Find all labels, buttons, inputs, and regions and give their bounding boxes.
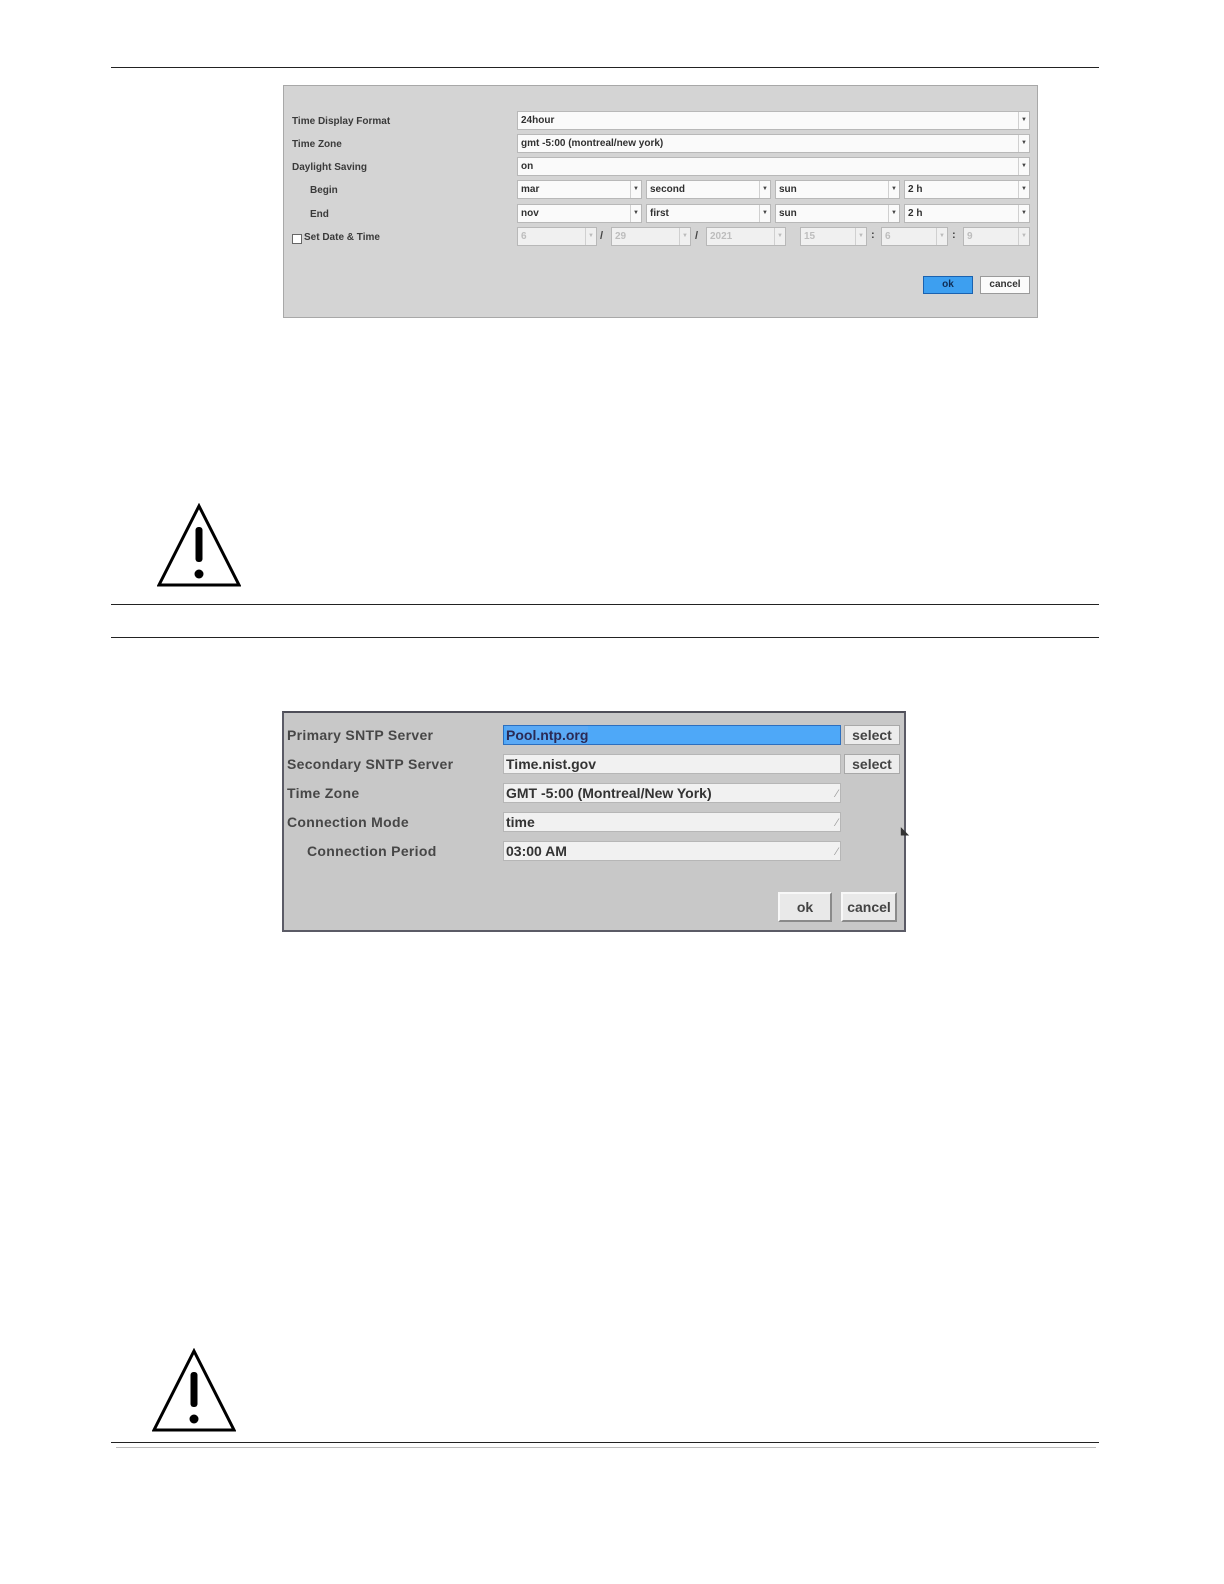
dropdown-value: mar bbox=[521, 184, 540, 195]
secondary-select-button[interactable]: select bbox=[844, 754, 900, 774]
secondary-sntp-input[interactable] bbox=[503, 754, 841, 774]
dropdown-value: 6 bbox=[521, 231, 527, 242]
end-week-dropdown[interactable] bbox=[646, 204, 771, 223]
begin-week-dropdown[interactable] bbox=[646, 180, 771, 199]
field-value: time bbox=[506, 814, 535, 830]
set-year-dropdown[interactable] bbox=[706, 227, 786, 246]
time-zone-dropdown[interactable] bbox=[517, 134, 1030, 153]
bottom-rule-thin bbox=[116, 1447, 1096, 1448]
mouse-cursor-icon: ◣ bbox=[901, 826, 909, 837]
ok-button[interactable]: ok bbox=[923, 276, 973, 294]
dropdown-value: gmt -5:00 (montreal/new york) bbox=[521, 138, 664, 149]
section-rule-1 bbox=[111, 604, 1099, 605]
time-display-format-label: Time Display Format bbox=[292, 116, 391, 127]
field-value: Time.nist.gov bbox=[506, 756, 596, 772]
chevron-down-icon: ▼ bbox=[774, 228, 785, 245]
daylight-saving-dropdown[interactable] bbox=[517, 157, 1030, 176]
resize-grip-icon: ⁄ bbox=[836, 846, 838, 858]
secondary-sntp-label: Secondary SNTP Server bbox=[287, 756, 454, 772]
connection-mode-dropdown[interactable] bbox=[503, 812, 841, 832]
chevron-down-icon: ▼ bbox=[679, 228, 690, 245]
time-display-format-dropdown[interactable] bbox=[517, 111, 1030, 130]
field-value: 03:00 AM bbox=[506, 843, 567, 859]
set-month-dropdown[interactable] bbox=[517, 227, 597, 246]
resize-grip-icon: ⁄ bbox=[836, 817, 838, 829]
connection-period-dropdown[interactable] bbox=[503, 841, 841, 861]
dropdown-value: 6 bbox=[885, 231, 891, 242]
begin-label: Begin bbox=[310, 185, 338, 196]
dropdown-value: 9 bbox=[967, 231, 973, 242]
dropdown-value: 15 bbox=[804, 231, 816, 242]
bottom-rule bbox=[111, 1442, 1099, 1443]
time-separator: : bbox=[871, 229, 875, 241]
primary-sntp-label: Primary SNTP Server bbox=[287, 727, 434, 743]
warning-triangle-icon bbox=[152, 1348, 236, 1432]
chevron-down-icon: ▼ bbox=[1018, 158, 1029, 175]
sntp-settings-dialog bbox=[282, 711, 909, 932]
top-rule bbox=[111, 67, 1099, 68]
time-zone-dropdown[interactable] bbox=[503, 783, 841, 803]
field-value: GMT -5:00 (Montreal/New York) bbox=[506, 785, 712, 801]
chevron-down-icon: ▼ bbox=[1018, 112, 1029, 129]
dropdown-value: second bbox=[650, 184, 686, 195]
end-label: End bbox=[310, 209, 329, 220]
dropdown-value: on bbox=[521, 161, 534, 172]
begin-day-dropdown[interactable] bbox=[775, 180, 900, 199]
warning-triangle-icon bbox=[157, 503, 241, 587]
section-rule-2 bbox=[111, 637, 1099, 638]
set-second-dropdown[interactable] bbox=[963, 227, 1030, 246]
primary-sntp-input[interactable] bbox=[503, 725, 841, 745]
dropdown-value: 2021 bbox=[710, 231, 733, 242]
chevron-down-icon: ▼ bbox=[585, 228, 596, 245]
primary-select-button[interactable]: select bbox=[844, 725, 900, 745]
dropdown-value: 2 h bbox=[908, 184, 923, 195]
set-date-time-checkbox[interactable] bbox=[292, 234, 302, 244]
begin-hour-dropdown[interactable] bbox=[904, 180, 1030, 199]
dropdown-value: 24hour bbox=[521, 115, 555, 126]
chevron-down-icon: ▼ bbox=[888, 181, 899, 198]
date-separator: / bbox=[600, 230, 604, 242]
end-hour-dropdown[interactable] bbox=[904, 204, 1030, 223]
begin-month-dropdown[interactable] bbox=[517, 180, 642, 199]
dropdown-value: sun bbox=[779, 208, 797, 219]
date-time-settings-dialog bbox=[283, 85, 1038, 318]
connection-period-label: Connection Period bbox=[307, 843, 437, 859]
dropdown-value: 29 bbox=[615, 231, 627, 242]
chevron-down-icon: ▼ bbox=[855, 228, 866, 245]
dropdown-value: 2 h bbox=[908, 208, 923, 219]
date-separator: / bbox=[695, 230, 699, 242]
cancel-button[interactable]: cancel bbox=[980, 276, 1030, 294]
dropdown-value: first bbox=[650, 208, 669, 219]
selected-text: Pool.ntp.org bbox=[506, 727, 589, 743]
set-date-time-label: Set Date & Time bbox=[304, 232, 380, 243]
ok-button[interactable]: ok bbox=[778, 892, 832, 922]
chevron-down-icon: ▼ bbox=[759, 181, 770, 198]
set-minute-dropdown[interactable] bbox=[881, 227, 948, 246]
dropdown-value: nov bbox=[521, 208, 539, 219]
chevron-down-icon: ▼ bbox=[1018, 228, 1029, 245]
chevron-down-icon: ▼ bbox=[630, 181, 641, 198]
set-hour-dropdown[interactable] bbox=[800, 227, 867, 246]
time-separator: : bbox=[952, 229, 956, 241]
connection-mode-label: Connection Mode bbox=[287, 814, 409, 830]
chevron-down-icon: ▼ bbox=[936, 228, 947, 245]
set-day-dropdown[interactable] bbox=[611, 227, 691, 246]
time-zone-label: Time Zone bbox=[287, 785, 360, 801]
chevron-down-icon: ▼ bbox=[888, 205, 899, 222]
cancel-button[interactable]: cancel bbox=[841, 892, 897, 922]
chevron-down-icon: ▼ bbox=[759, 205, 770, 222]
daylight-saving-label: Daylight Saving bbox=[292, 162, 368, 173]
chevron-down-icon: ▼ bbox=[1018, 181, 1029, 198]
chevron-down-icon: ▼ bbox=[630, 205, 641, 222]
time-zone-label: Time Zone bbox=[292, 139, 342, 150]
resize-grip-icon: ⁄ bbox=[836, 788, 838, 800]
end-month-dropdown[interactable] bbox=[517, 204, 642, 223]
chevron-down-icon: ▼ bbox=[1018, 205, 1029, 222]
chevron-down-icon: ▼ bbox=[1018, 135, 1029, 152]
end-day-dropdown[interactable] bbox=[775, 204, 900, 223]
dropdown-value: sun bbox=[779, 184, 797, 195]
